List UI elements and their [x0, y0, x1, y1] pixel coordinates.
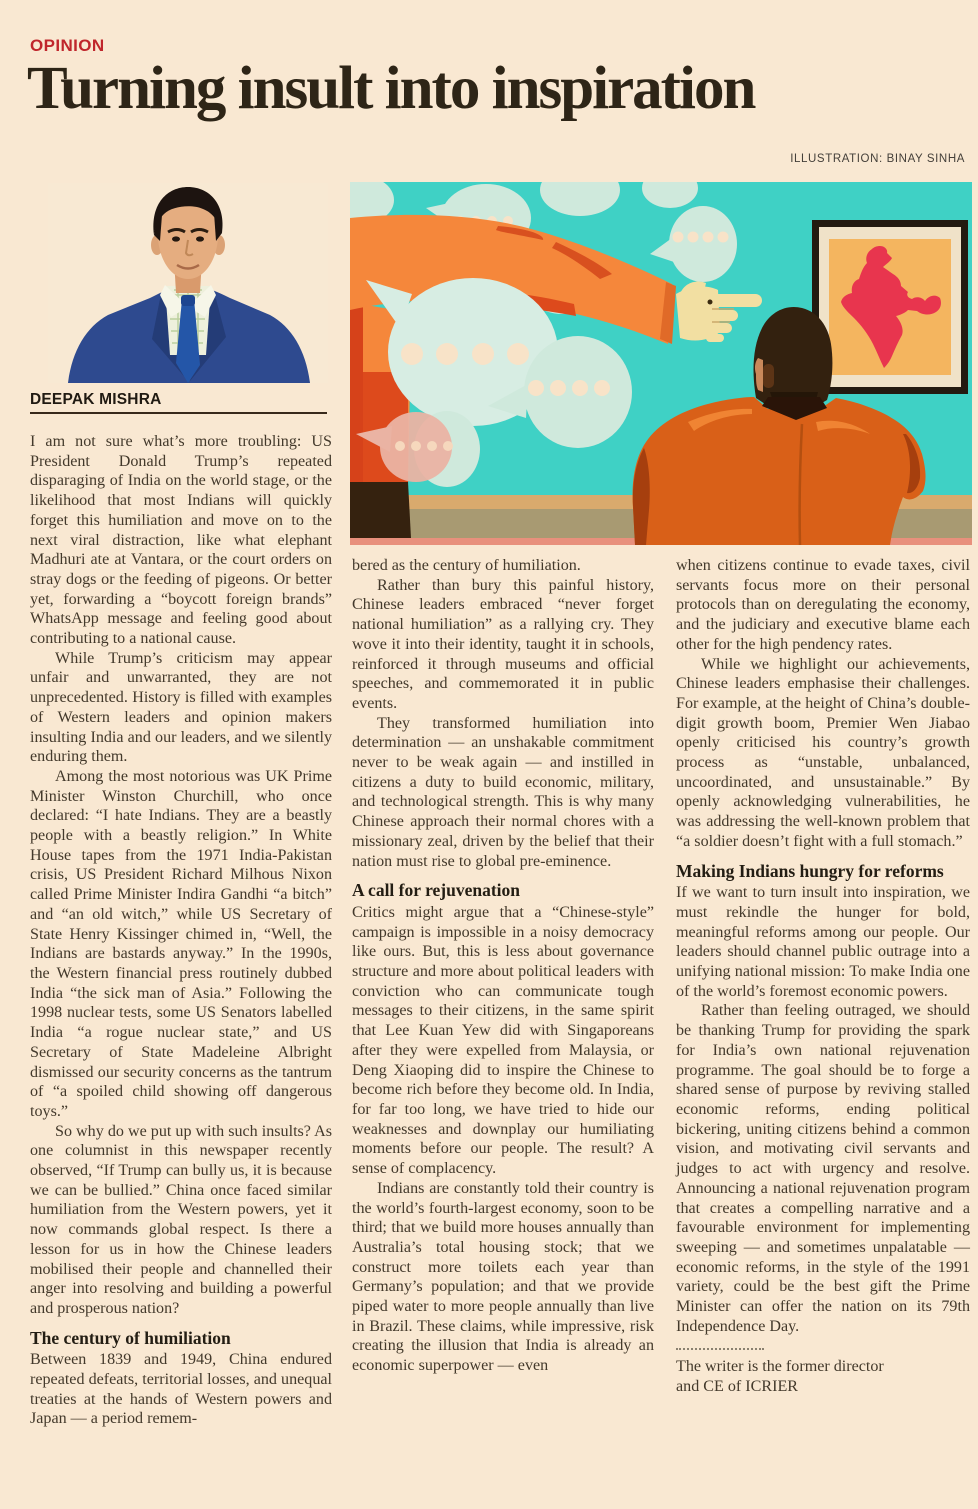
subhead-century-of-humiliation: The century of humiliation: [30, 1327, 231, 1348]
paragraph: Critics might argue that a “Chinese-style” campaign is impossible in a noisy democracy like ours. But, this is less about governance structure and more about political leaders with conviction who can communicate tough messages to their citizens, in the same spirit that Lee Kuan Yew did with Singaporeans after they were expelled from Malaysia, or Deng Xiaoping did to inspire the Chinese to become rich before they become old. In India, for far too long, we have tried to hide our weaknesses and downplay our humiliating moments before our people. The result? A sense of complacency.: [352, 903, 654, 1178]
subhead-making-indians-hungry: Making Indians hungry for reforms: [676, 860, 944, 881]
article-column-3: [676, 556, 970, 1502]
index-finger: [710, 294, 762, 307]
paragraph: Rather than bury this painful history, Chinese leaders embraced “never forget national humiliation” as a rallying cry. They wove it into their identity, taught it in schools, reinforced it through museums and official speeches, and commemorated it in public events.: [352, 576, 654, 712]
figure-trousers: [350, 482, 411, 538]
article-column-1: [30, 432, 332, 1502]
illustration-credit: ILLUSTRATION: BINAY SINHA: [790, 153, 965, 165]
editorial-illustration: [350, 182, 972, 545]
man-suit: [633, 397, 926, 545]
author-name: DEEPAK MISHRA: [30, 391, 162, 408]
article-column-2: [352, 556, 654, 1502]
page-title: Turning insult into inspiration: [27, 55, 755, 122]
byline-rule: [30, 412, 327, 414]
paragraph: Indians are constantly told their country is the world’s fourth-largest economy, soon to be third; that we build more houses annually than Australia’s total housing stock; that we construct more toilets each year than Germany’s population; and that we provide piped water to more people annually than live in Brazil. These claims, while impressive, risk creating the illusion that India is already an economic superpower — even: [352, 1179, 654, 1375]
paragraph: While we highlight our achievements, Chinese leaders emphasise their challenges. For example, at the height of China’s double-digit growth boom, Premier Wen Jiabao openly criticised his country’s growth process as “unstable, unbalanced, uncoordinated, and unsustainable.” By openly acknowledging vulnerabilities, he was addressing the well-known problem that “a soldier doesn’t fight with a full stomach.”: [676, 655, 970, 850]
man-ear: [763, 364, 774, 388]
paragraph: Rather than feeling outraged, we should be thanking Trump for providing the spark for India’s own national rejuvenation programme. The goal should be to forge a shared sense of purpose by reviving stalled economic reforms, ending political bickering, uniting citizens behind a common vision, and motivating civil servants and judges to act with urgency and resolve. Announcing a national rejuvenation program that creates a compelling narrative and a favourable environment for implementing sweeping — and sometimes unpalatable — economic reforms, in the style of the 1991 variety, could be the best gift the Prime Minister can offer the nation on its 79th Independence Day.: [676, 1002, 970, 1335]
paragraph: when citizens continue to evade taxes, civil servants focus more on their personal protocols than on deregulating the economy, and the judiciary and executive blame each other for the high pendency rates.: [676, 557, 970, 653]
writer-credit-line1: The writer is the former director: [676, 1358, 884, 1376]
paragraph: Among the most notorious was UK Prime Minister Winston Churchill, who once declared: “I hate Indians. They are a beastly people with a beastly religion.” In White House tapes from the 1971 India-Pakistan crisis, US President Richard Milhous Nixon called Prime Minister Indira Gandhi “a bitch” and “an old witch,” while US Secretary of State Henry Kissinger chimed in, “Well, the Indians are bastards anyway.” In the 1990s, the Western financial press routinely dubbed India “the sick man of Asia.” Following the 1998 nuclear tests, some US Senators labelled India “a rogue nuclear state,” and US Secretary of State Madeleine Albright dismissed our security concerns as the tantrum of “a spoiled child showing off dangerous toys.”: [30, 767, 332, 1120]
framed-india-map: [812, 220, 968, 394]
paragraph: While Trump’s criticism may appear unfair and unwarranted, they are not unprecedented. History is filled with examples of Western leaders and opinion makers insulting India and our leaders, and we silently enduring them.: [30, 649, 332, 766]
paragraph: bered as the century of humiliation.: [352, 557, 581, 574]
section-kicker: OPINION: [30, 36, 105, 55]
paragraph: So why do we put up with such insults? As one columnist in this newspaper recently observed, “If Trump can bully us, it is because we can be bullied.” China once faced similar humiliation from the Western powers, yet it now commands global respect. Is there a lesson for us in how the Chinese leaders mobilised their people and channelled their anger into resolving and building a powerful and prosperous nation?: [30, 1122, 332, 1317]
paragraph: Between 1839 and 1949, China endured repeated defeats, territorial losses, and unequal treaties at the hands of Western powers and Japan — a period remem-: [30, 1351, 332, 1428]
paragraph: If we want to turn insult into inspiration, we must rekindle the hunger for bold, meaningful reforms among our people. Our leaders should channel public outrage into a unifying national mission: To make India one of the world’s foremost economic powers.: [676, 884, 970, 1000]
paragraph: They transformed humiliation into determination — an unshakable commitment never to be weak again — and instilled in citizens a duty to build economic, military, and technological strength. This is why many Chinese approach their normal chores with a missionary zeal, driven by the belief that their nation must rise to global pre-eminence.: [352, 714, 654, 870]
writer-credit: [676, 1357, 970, 1396]
footer-divider: [676, 1348, 764, 1350]
writer-credit-line2: and CE of ICRIER: [676, 1378, 799, 1396]
subhead-call-for-rejuvenation: A call for rejuvenation: [352, 880, 521, 901]
author-photo: [48, 183, 328, 383]
paragraph: I am not sure what’s more troubling: US President Donald Trump’s repeated disparaging of India on the world stage, or the likelihood that most Indians will quickly forget this humiliation and move on to the next viral distraction, like what elephant Madhuri ate at Vantara, or the court orders on stray dogs or the feeding of pigeons. Or better yet, forwarding a “boycott foreign brands” WhatsApp message and feeling good about contributing to a national cause.: [30, 433, 332, 648]
